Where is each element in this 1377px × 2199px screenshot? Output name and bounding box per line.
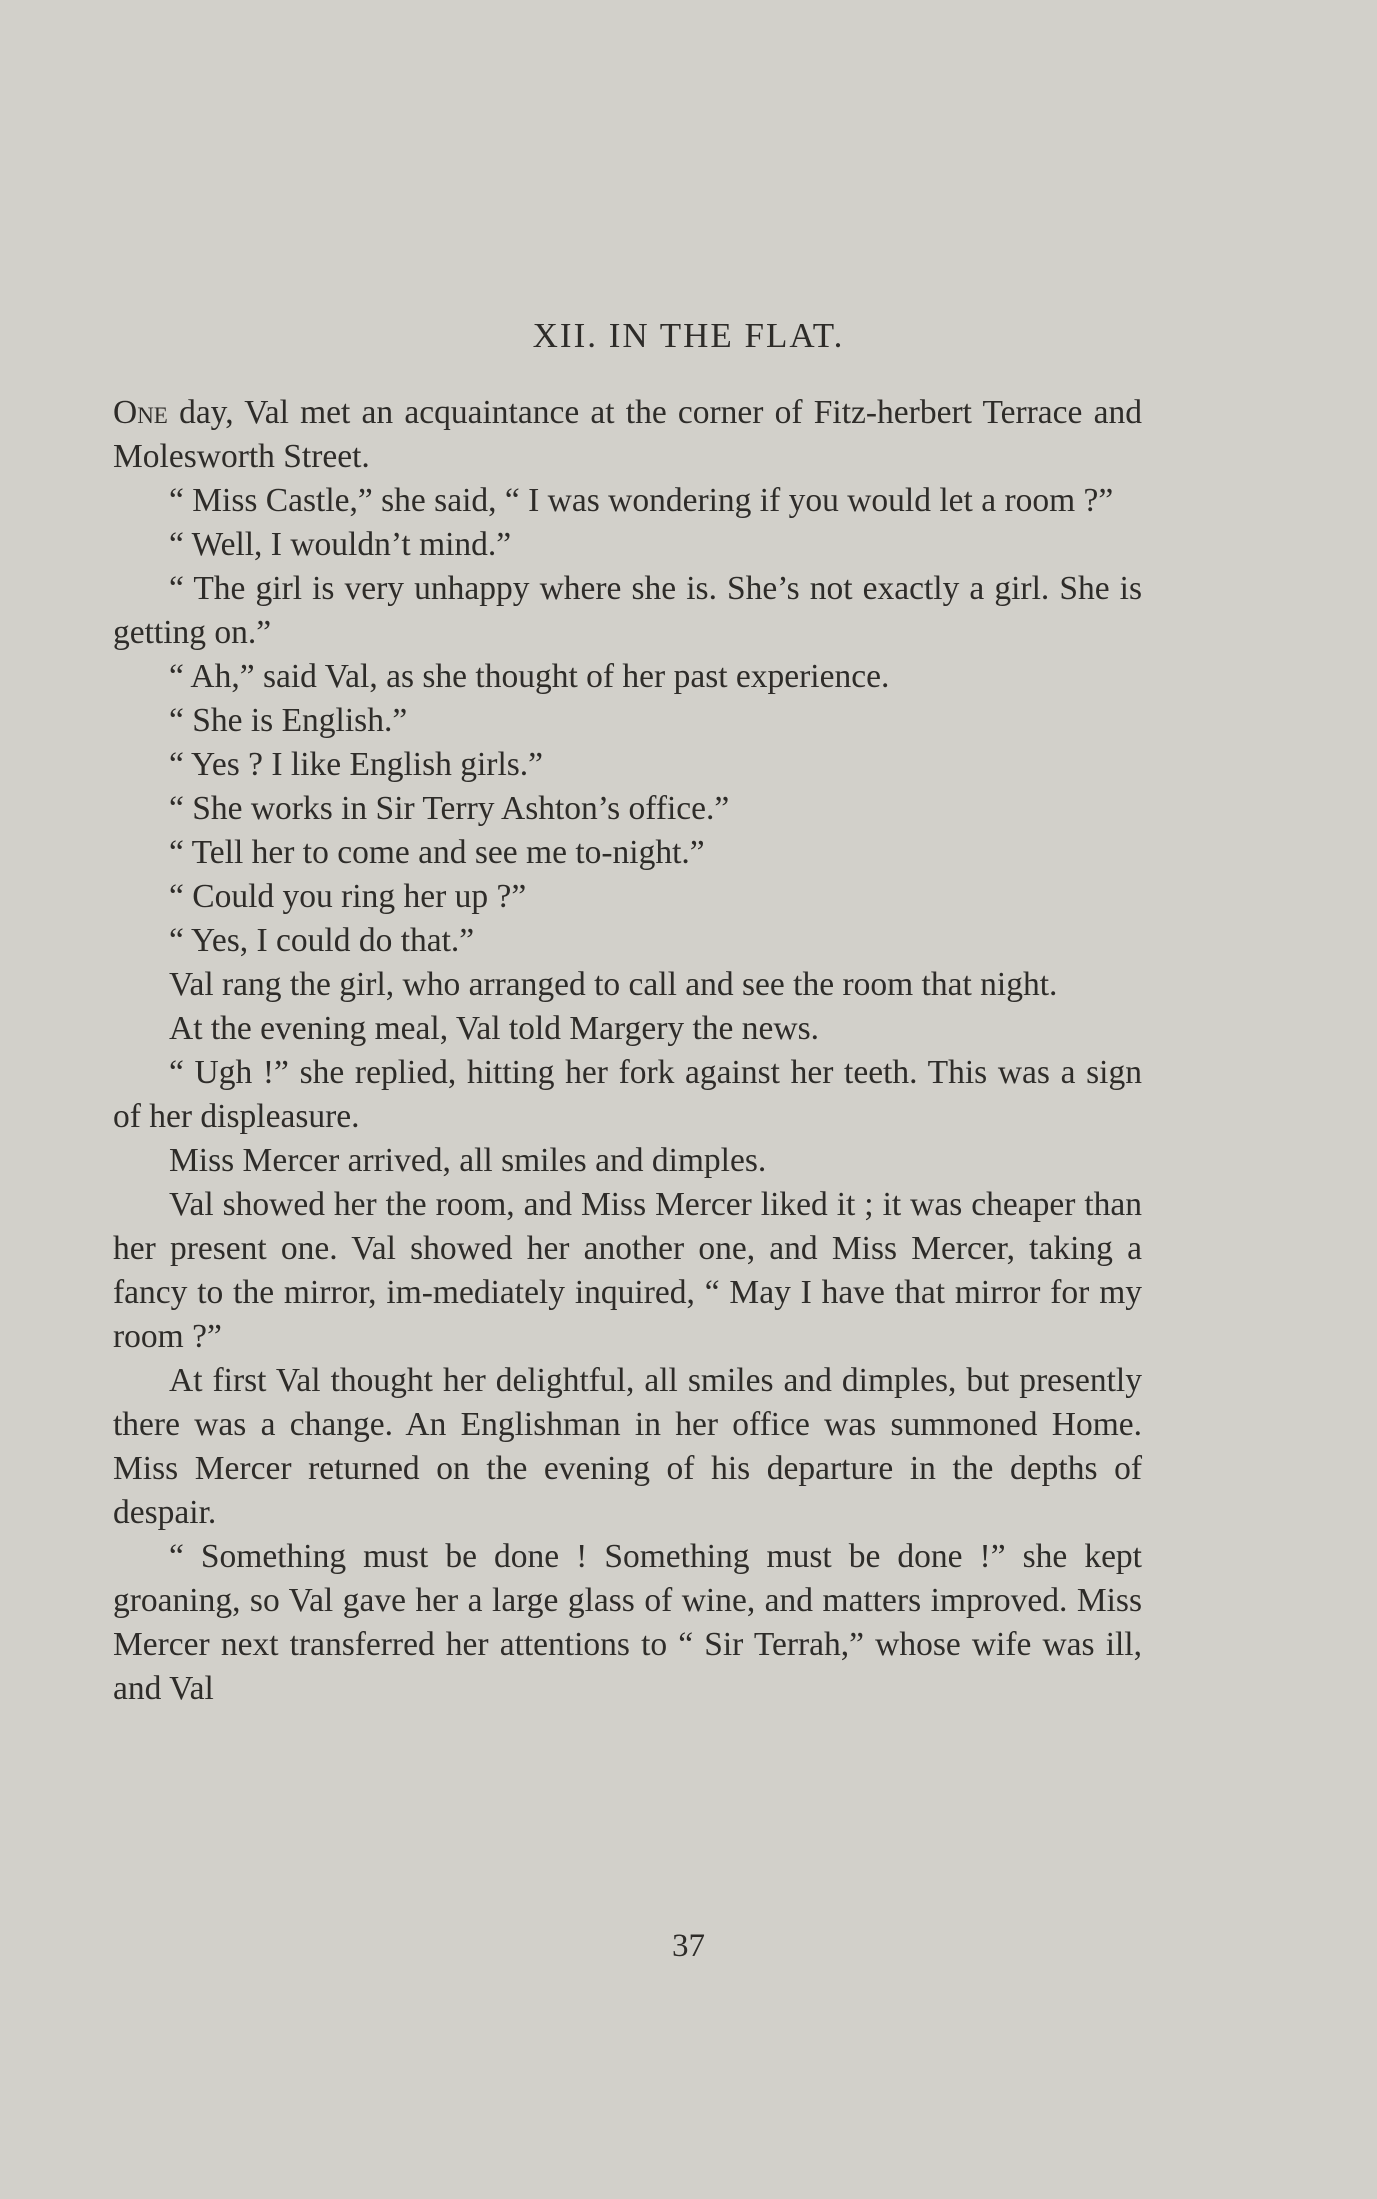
- paragraph: [113, 391, 1142, 479]
- paragraph: Val showed her the room, and Miss Mercer liked it ; it was cheaper than her present one. Val showed her another one, and Miss Mercer, taking a fancy to the mirror, im-mediately inquired, “ May I have that mirror for my room ?”: [113, 1186, 1142, 1355]
- paragraph: “ She works in Sir Terry Ashton’s office.”: [169, 790, 730, 827]
- paragraph-text: day, Val met an acquaintance at the corner of Fitz-herbert Terrace and Molesworth Street.: [113, 394, 1142, 475]
- chapter-title: XII. IN THE FLAT.: [532, 316, 845, 355]
- paragraph: “ Tell her to come and see me to-night.”: [169, 834, 705, 871]
- paragraph: “ Ugh !” she replied, hitting her fork against her teeth. This was a sign of her displeasure.: [113, 1054, 1142, 1135]
- paragraph: “ Yes ? I like English girls.”: [169, 746, 544, 783]
- paragraph: “ The girl is very unhappy where she is. She’s not exactly a girl. She is getting on.”: [113, 570, 1142, 651]
- paragraph: “ Could you ring her up ?”: [169, 878, 527, 915]
- paragraph: Miss Mercer arrived, all smiles and dimples.: [169, 1142, 767, 1179]
- paragraph: “ Miss Castle,” she said, “ I was wondering if you would let a room ?”: [169, 482, 1114, 519]
- paragraph: “ Well, I wouldn’t mind.”: [169, 526, 512, 563]
- page-number: 37: [672, 1928, 705, 1964]
- paragraph: “ Ah,” said Val, as she thought of her past experience.: [169, 658, 890, 695]
- opening-word: One: [113, 394, 168, 431]
- paragraph: “ She is English.”: [169, 702, 408, 739]
- paragraph: “ Yes, I could do that.”: [169, 922, 475, 959]
- paragraph: At first Val thought her delightful, all smiles and dimples, but presently there was a change. An Englishman in her office was summoned Home. Miss Mercer returned on the evening of his departure in the depths of despair.: [113, 1362, 1142, 1531]
- paragraph: “ Something must be done ! Something must be done !” she kept groaning, so Val gave her a large glass of wine, and matters improved. Miss Mercer next transferred her attentions to “ Sir Terrah,” whose wife was ill, and Val: [113, 1538, 1142, 1707]
- paragraph: Val rang the girl, who arranged to call and see the room that night.: [169, 966, 1058, 1003]
- paragraph: At the evening meal, Val told Margery the news.: [169, 1010, 819, 1047]
- body-text: [113, 391, 1142, 1711]
